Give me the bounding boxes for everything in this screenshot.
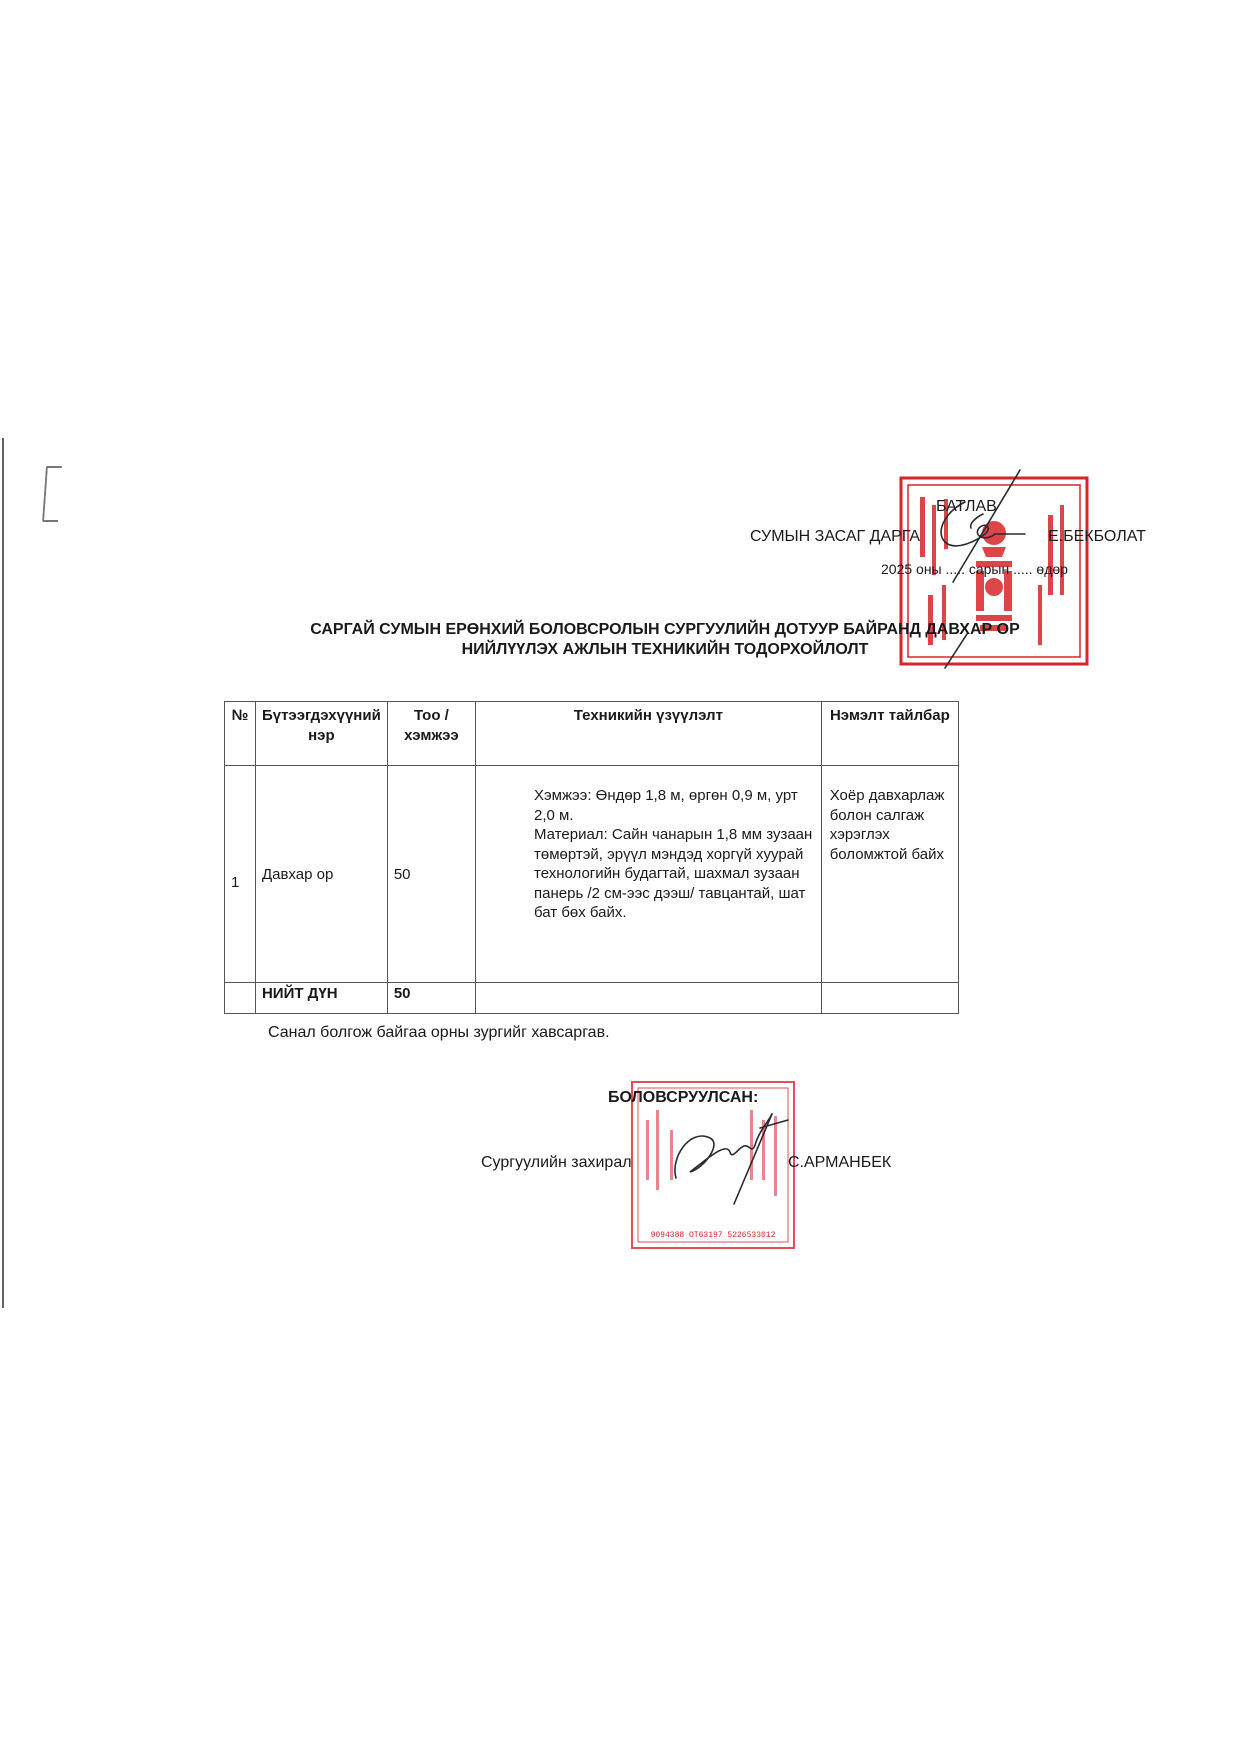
header-technical-spec: Техникийн үзүүлэлт <box>476 702 822 766</box>
cell-quantity: 50 <box>387 766 475 983</box>
scan-edge-line <box>2 438 4 1308</box>
director-name: С.АРМАНБЕК <box>788 1154 892 1171</box>
table-total-row <box>225 983 959 1014</box>
cell-total-empty-note <box>821 983 958 1014</box>
cell-technical-spec: Хэмжээ: Өндөр 1,8 м, өргөн 0,9 м, урт 2,0 м. Материал: Сайн чанарын 1,8 мм зузаан төмөртэй, эрүүл мэндэд хоргүй хуурай технологийн будагтай, шахмал зузаан панерь /2 см-ээс дээш/ тавцантай, шат бат бөх байх. <box>476 766 822 983</box>
document-title-line-2: НИЙЛҮҮЛЭХ АЖЛЫН ТЕХНИКИЙН ТОДОРХОЙЛОЛТ <box>461 641 869 658</box>
governor-position: СУМЫН ЗАСАГ ДАРГА <box>750 528 921 545</box>
director-signature <box>660 1098 800 1208</box>
approval-heading: БАТЛАВ <box>936 498 997 515</box>
prepared-heading: БОЛОВСРУУЛСАН: <box>608 1089 759 1106</box>
document-title-line-1: САРГАЙ СУМЫН ЕРӨНХИЙ БОЛОВСРОЛЫН СУРГУУЛИЙН ДОТУУР БАЙРАНД ДАВХАР ОР <box>310 621 1020 638</box>
governor-name: Е.БЕКБОЛАТ <box>1048 528 1146 545</box>
approval-date-line: 2025 оны ..... сарын ..... өдөр <box>881 561 1068 577</box>
table-header-row <box>225 702 959 766</box>
attachment-note: Санал болгож байгаа орны зургийг хавсаргав. <box>268 1024 610 1041</box>
cell-total-empty-spec <box>476 983 822 1014</box>
header-additional-note: Нэмэлт тайлбар <box>821 702 958 766</box>
table-row <box>225 766 959 983</box>
scan-bracket-mark <box>42 466 62 522</box>
header-product-name: Бүтээгдэхүүний нэр <box>255 702 387 766</box>
cell-additional-note: Хоёр давхарлаж болон салгаж хэрэглэх боломжтой байх <box>821 766 958 983</box>
director-position: Сургуулийн захирал <box>481 1154 632 1171</box>
header-quantity: Тоо /хэмжээ <box>387 702 475 766</box>
cell-total-quantity: 50 <box>387 983 475 1014</box>
cell-product-name: Давхар ор <box>255 766 387 983</box>
school-stamp-number: 9094388 ОТ63197 5226533012 <box>650 1231 776 1240</box>
document-title <box>230 620 1100 660</box>
header-number: № <box>225 702 256 766</box>
cell-total-empty <box>225 983 256 1014</box>
specification-table <box>224 701 959 1014</box>
cell-total-label: НИЙТ ДҮН <box>255 983 387 1014</box>
cell-number: 1 <box>225 766 256 983</box>
